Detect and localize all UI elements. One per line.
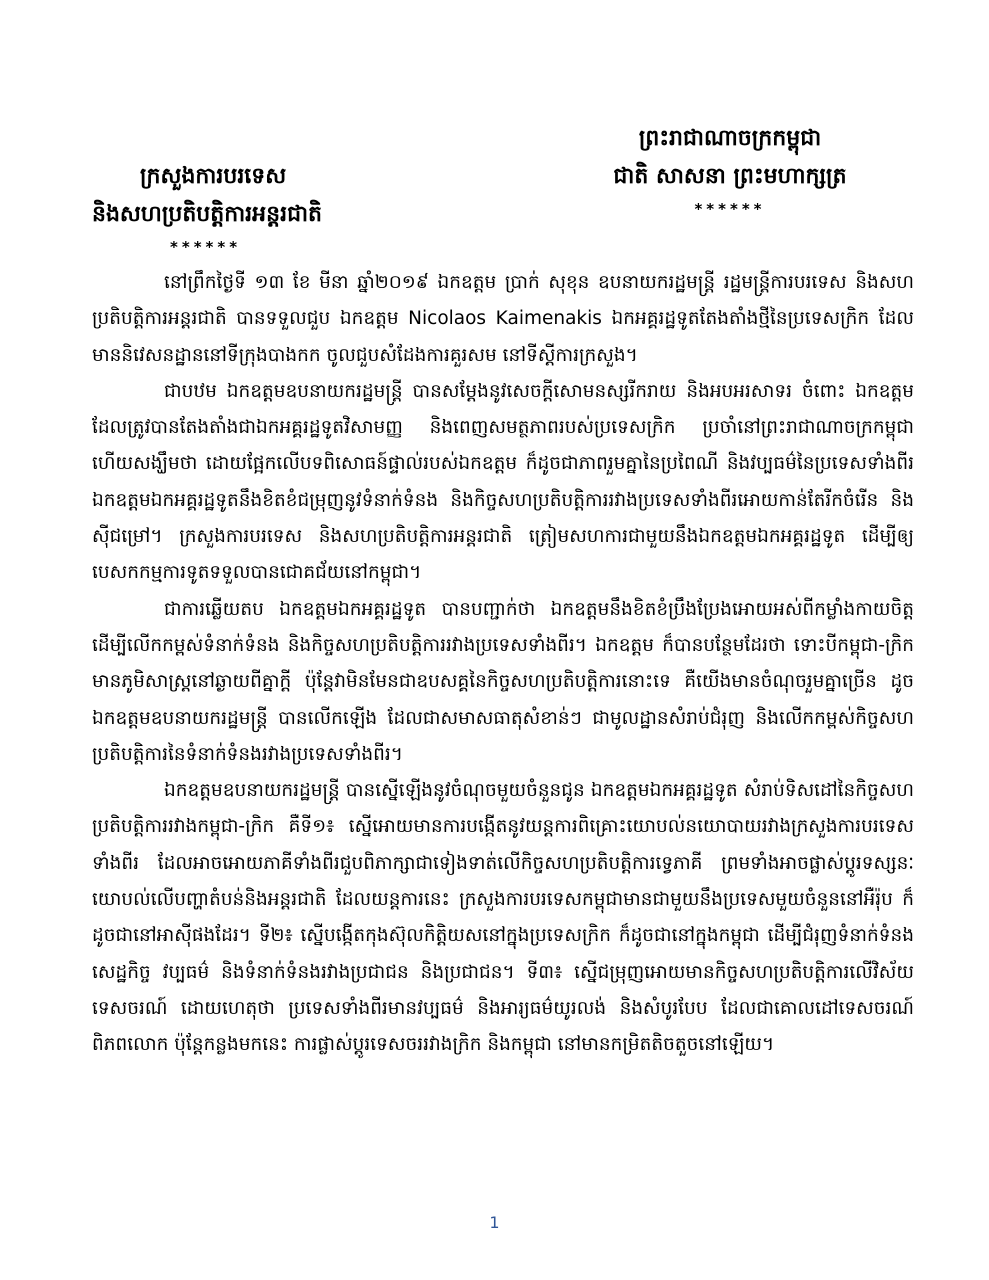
header-stars-right: ******: [694, 200, 766, 218]
ministry-subname: និងសហប្រតិបត្តិការអន្តរជាតិ: [92, 202, 322, 227]
national-motto: ជាតិ សាសនា ព្រះមហាក្សត្រ: [613, 164, 847, 189]
paragraph-2: ជាបឋម ឯកឧត្តមឧបនាយករដ្ឋមន្ត្រី បានសម្តែងនូវសេចក្តីសោមនស្សរីករាយ និងអបអរសាទរ ចំពោះ ឯកឧត្តម ដែលត្រូវបានតែងតាំងជាឯកអគ្គរដ្ឋទូតវិសាមញ្ញ និងពេញសមត្ថភាពរបស់ប្រទេសក្រិក ប្រចាំនៅព្រះរាជាណាចក្រកម្ពុជា ហើយសង្ឃឹមថា ដោយផ្អែកលើបទពិសោធន៍ផ្ទាល់របស់ឯកឧត្តម ក៏ដូចជាភាពរួមគ្នានៃប្រពៃណី និងវប្បធម៌នៃប្រទេសទាំងពីរ ឯកឧត្តមឯកអគ្គរដ្ឋទូតនឹងខិតខំជម្រុញនូវទំនាក់ទំនង និងកិច្ចសហប្រតិបត្តិការរវាងប្រទេសទាំងពីរអោយកាន់តែរីកចំរើន និងស៊ីជម្រៅ។ ក្រសួងការបរទេស និងសហប្រតិបត្តិការអន្តរជាតិ ត្រៀមសហការជាមួយនឹងឯកឧត្តមឯកអគ្គរដ្ឋទូត ដើម្បីឲ្យបេសកកម្មការទូតទទួលបានជោគជ័យនៅកម្ពុជា។: [92, 380, 914, 584]
header-stars-left: ******: [170, 238, 242, 256]
paragraph-1: នៅព្រឹកថ្ងៃទី ១៣ ខែ មីនា ឆ្នាំ២០១៩ ឯកឧត្តម ប្រាក់ សុខុន ឧបនាយករដ្ឋមន្ត្រី រដ្ឋមន្ត្រីការបរទេស និងសហប្រតិបត្តិការអន្តរជាតិ បានទទួលជួប ឯកឧត្តម Nicolaos Kaimenakis ឯកអគ្គរដ្ឋទូតតែងតាំងថ្មីនៃប្រទេសក្រិក ដែលមាននិវេសនដ្ឋាននៅទីក្រុងបាងកក ចូលជួបសំដែងការគួរសម នៅទីស្តីការក្រសួង។: [92, 272, 914, 366]
kingdom-header: [585, 120, 875, 222]
kingdom-title: ព្រះរាជាណាចក្រកម្ពុជា: [638, 126, 822, 151]
page-number: 1: [489, 1213, 500, 1232]
ministry-header: [92, 158, 367, 260]
press-release-body: [92, 265, 914, 1064]
ministry-name: ក្រសួងការបរទេស: [140, 164, 287, 189]
paragraph-3: ជាការឆ្លើយតប ឯកឧត្តមឯកអគ្គរដ្ឋទូត បានបញ្ជាក់ថា ឯកឧត្តមនឹងខិតខំប្រឹងប្រែងអោយអស់ពីកម្លាំងកាយចិត្តដើម្បីលើកកម្ពស់ទំនាក់ទំនង និងកិច្ចសហប្រតិបត្តិការរវាងប្រទេសទាំងពីរ។ ឯកឧត្តម ក៏បានបន្ថែមដែរថា ទោះបីកម្ពុជា-ក្រិក មានភូមិសាស្ត្រនៅឆ្ងាយពីគ្នាក្តី ប៉ុន្តែវាមិនមែនជាឧបសគ្គនៃកិច្ចសហប្រតិបត្តិការនោះទេ គឺយើងមានចំណុចរួមគ្នាច្រើន ដូចឯកឧត្តមឧបនាយករដ្ឋមន្ត្រី បានលើកឡើង ដែលជាសមាសធាតុសំខាន់ៗ ជាមូលដ្ឋានសំរាប់ជំរុញ និងលើកកម្ពស់កិច្ចសហប្រតិបត្តិការនៃទំនាក់ទំនងរវាងប្រទេសទាំងពីរ។: [92, 598, 914, 765]
paragraph-4: ឯកឧត្តមឧបនាយករដ្ឋមន្ត្រី បានស្នើឡើងនូវចំណុចមួយចំនួនជូន ឯកឧត្តមឯកអគ្គរដ្ឋទូត សំរាប់ទិសដៅនៃកិច្ចសហប្រតិបត្តិការរវាងកម្ពុជា-ក្រិក គឺទី១៖ ស្នើអោយមានការបង្កើតនូវយន្តការពិគ្រោះយោបល់នយោបាយរវាងក្រសួងការបរទេសទាំងពីរ ដែលអាចអោយភាគីទាំងពីរជួបពិភាក្សាជាទៀងទាត់លើកិច្ចសហប្រតិបត្តិការទ្វេភាគី ព្រមទាំងអាចផ្លាស់ប្តូរទស្សនៈយោបល់លើបញ្ហាតំបន់និងអន្តរជាតិ ដែលយន្តការនេះ ក្រសួងការបរទេសកម្ពុជាមានជាមួយនឹងប្រទេសមួយចំនួននៅអឺរ៉ុប ក៏ដូចជានៅអាស៊ីផងដែរ។ ទី២៖ ស្នើបង្កើតកុងស៊ុលកិត្តិយសនៅក្នុងប្រទេសក្រិក ក៏ដូចជានៅក្នុងកម្ពុជា ដើម្បីជំរុញទំនាក់ទំនងសេដ្ឋកិច្ច វប្បធម៌ និងទំនាក់ទំនងរវាងប្រជាជន និងប្រជាជន។ ទី៣៖ ស្នើជម្រុញអោយមានកិច្ចសហប្រតិបត្តិការលើវិស័យទេសចរណ៍ ដោយហេតុថា ប្រទេសទាំងពីរមានវប្បធម៌ និងអារ្យធម៌យូរលង់ និងសំបូរបែប ដែលជាគោលដៅទេសចរណ៍ពិភពលោក ប៉ុន្តែកន្លងមកនេះ ការផ្លាស់ប្តូរទេសចររវាងក្រិក និងកម្ពុជា នៅមានកម្រិតតិចតួចនៅឡើយ។: [92, 780, 914, 1056]
